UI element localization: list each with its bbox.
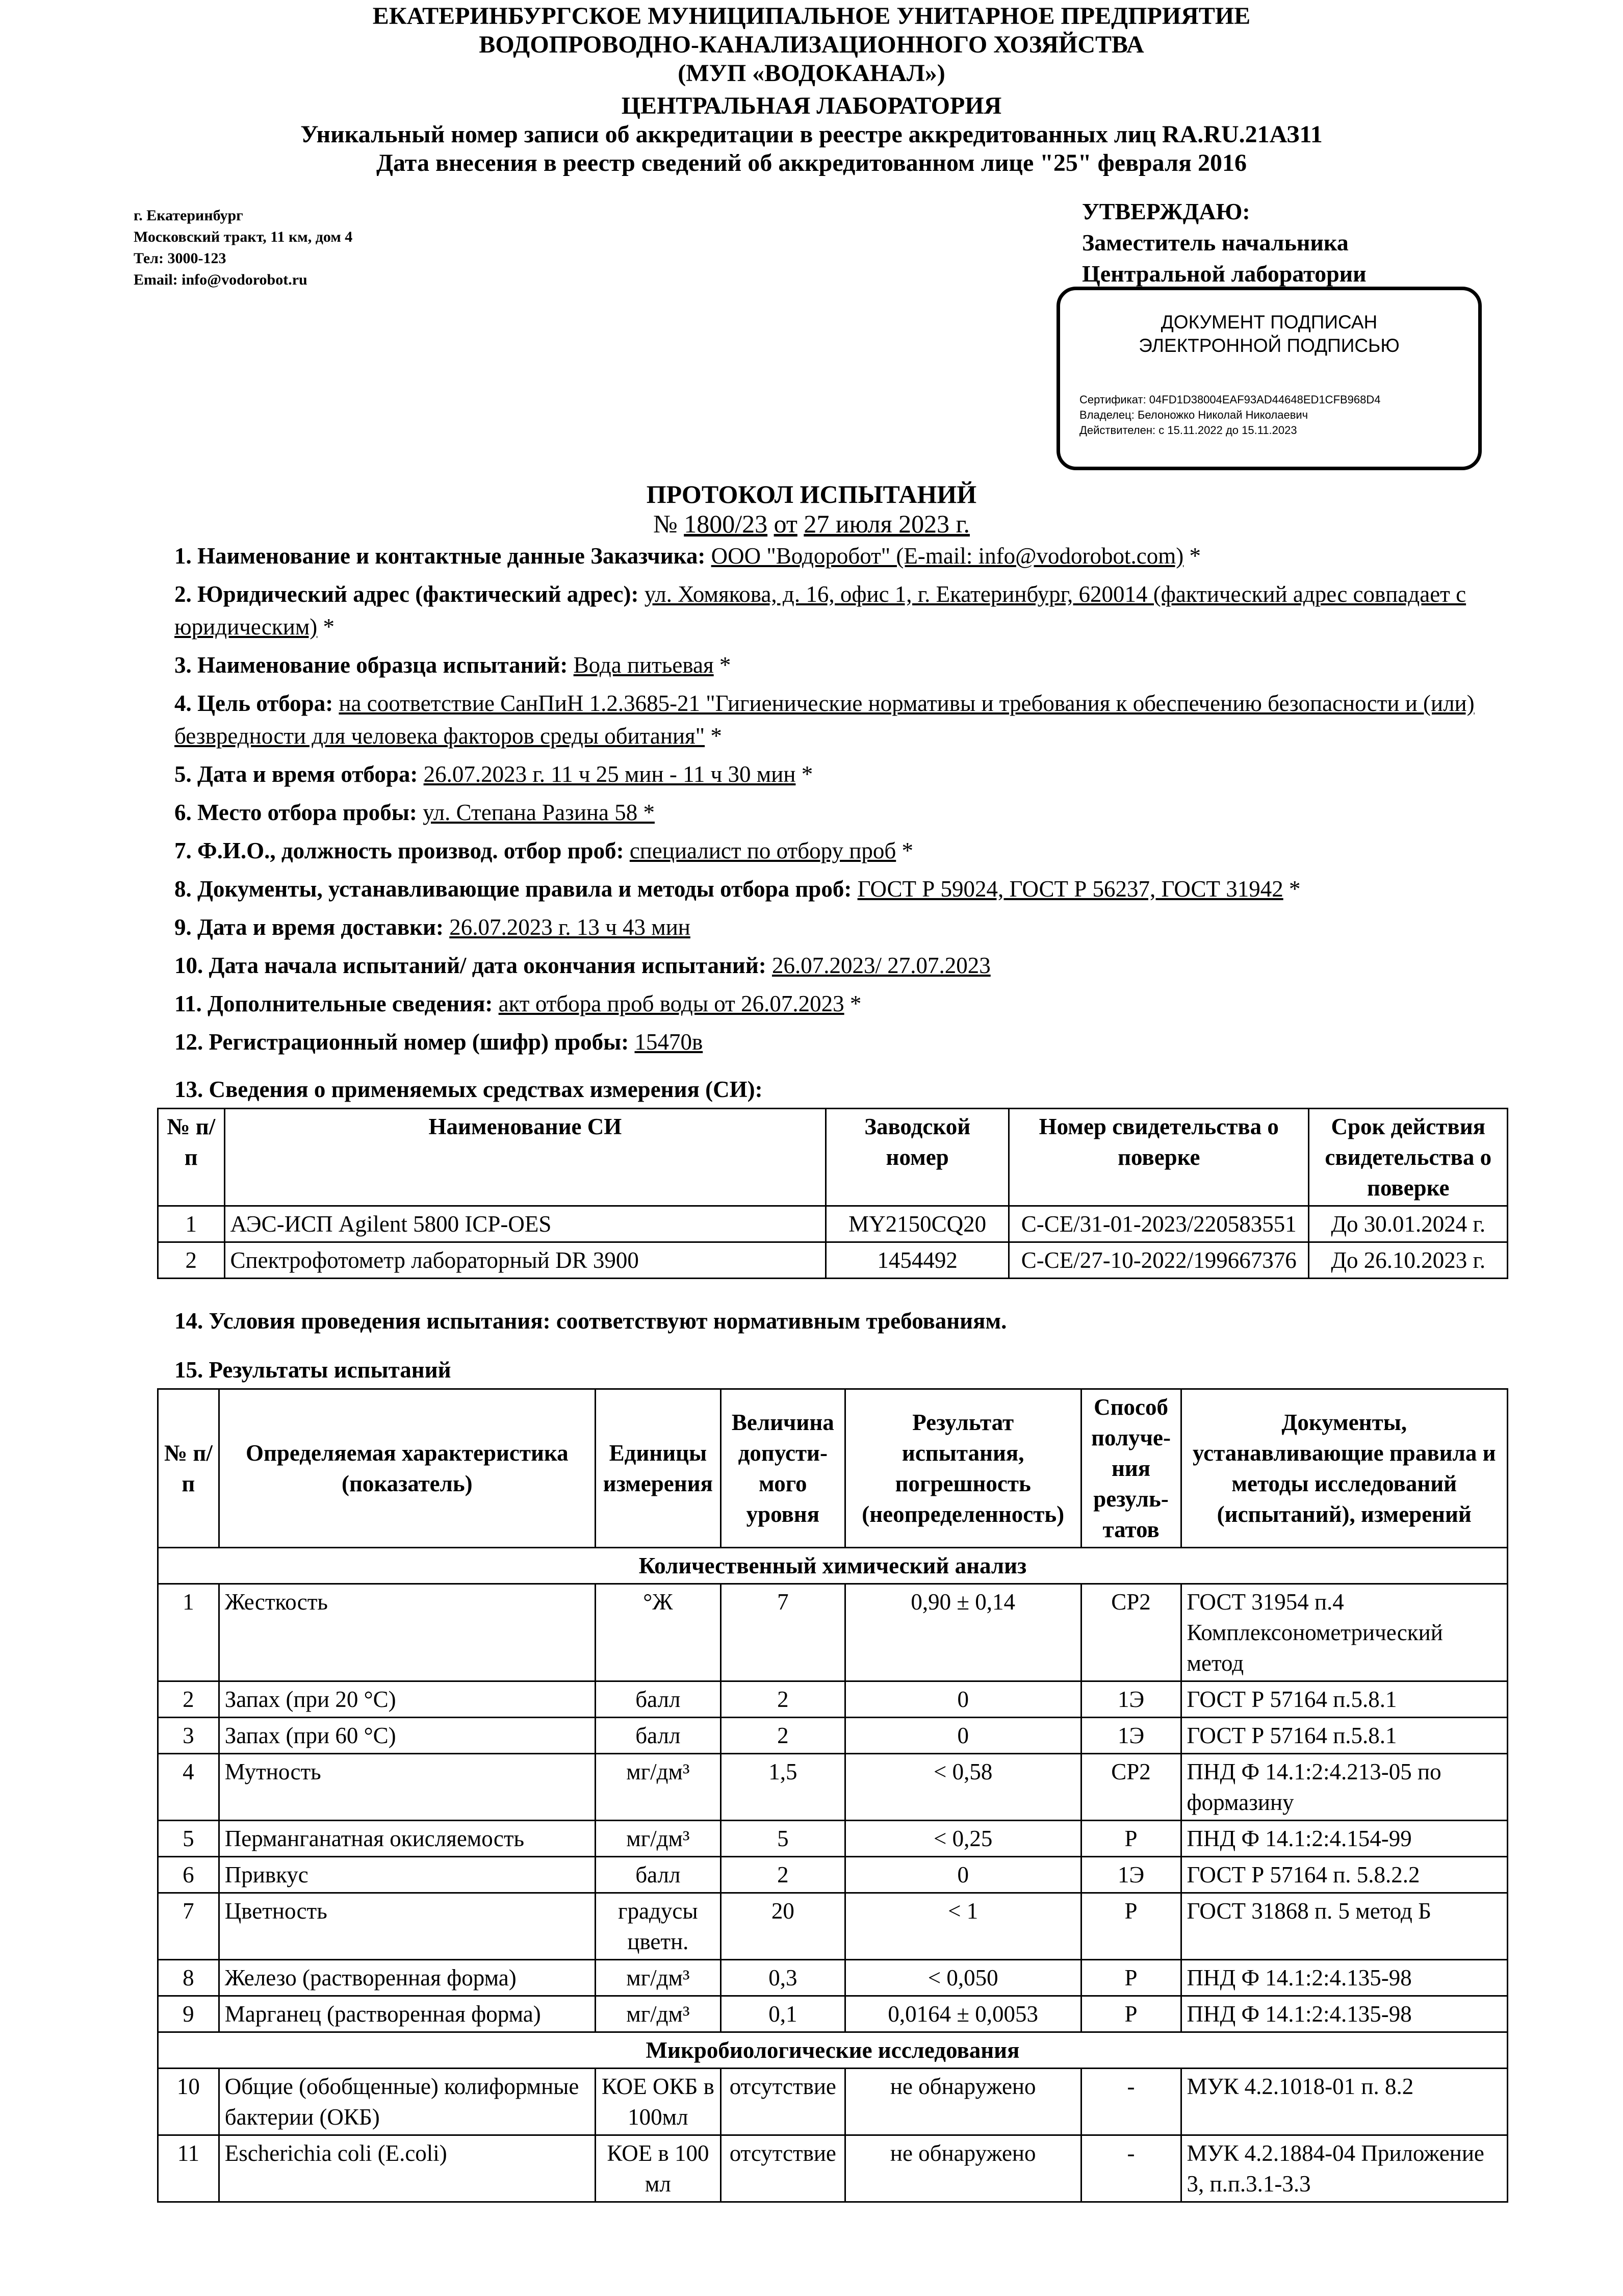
si-section-title: 13. Сведения о применяемых средствах измерения (СИ): — [174, 1077, 763, 1102]
org-name-line1: ЕКАТЕРИНБУРГСКОЕ МУНИЦИПАЛЬНОЕ УНИТАРНОЕ ПРЕДПРИЯТИЕ — [372, 3, 1251, 30]
results-col-documents: Документы, устанавливающие правила и методы исследований (испытаний), измерений — [1181, 1389, 1508, 1548]
results-col-result: Результат испытания, погрешность (неопределенность) — [845, 1389, 1081, 1548]
table-row: 11 Escherichia coli (E.coli) КОЕ в 100 мл отсутствие не обнаружено - МУК 4.2.1884-04 Приложение 3, п.п.3.1-3.3 — [158, 2135, 1508, 2202]
test-conditions: 14. Условия проведения испытания: соответствуют нормативным требованиям. — [174, 1308, 1007, 1334]
electronic-signature-stamp — [1057, 287, 1482, 470]
si-table-header — [158, 1109, 1508, 1206]
si-col-serial: Заводской номер — [826, 1109, 1009, 1206]
accreditation-date: Дата внесения в реестр сведений об аккредитованном лице "25" февраля 2016 — [376, 149, 1247, 176]
protocol-items — [174, 540, 1510, 1064]
protocol-number-line — [0, 509, 1623, 539]
protocol-number: 1800/23 — [684, 509, 768, 538]
accreditation-number: Уникальный номер записи об аккредитации в реестре аккредитованных лиц RA.RU.21АЗ11 — [300, 121, 1323, 148]
approval-block — [1082, 196, 1367, 289]
stamp-owner: Владелец: Белоножко Николай Николаевич — [1079, 409, 1308, 421]
results-table — [157, 1388, 1508, 2203]
item-legal-address: 2. Юридический адрес (фактический адрес): ул. Хомякова, д. 16, офис 1, г. Екатеринбург, 620014 (фактический адрес совпадает с юридическим) * — [174, 581, 1466, 640]
item-registration-number: 12. Регистрационный номер (шифр) пробы: 15470в — [174, 1029, 703, 1055]
stamp-title-line2: ЭЛЕКТРОННОЙ ПОДПИСЬЮ — [1139, 335, 1400, 356]
table-row: 9 Марганец (растворенная форма) мг/дм³ 0,1 0,0164 ± 0,0053 Р ПНД Ф 14.1:2:4.135-98 — [158, 1996, 1508, 2032]
lab-name: ЦЕНТРАЛЬНАЯ ЛАБОРАТОРИЯ — [621, 92, 1002, 119]
table-row: 10 Общие (обобщенные) колиформные бактерии (ОКБ) КОЕ ОКБ в 100мл отсутствие не обнаружено - МУК 4.2.1018-01 п. 8.2 — [158, 2069, 1508, 2135]
approval-position: Заместитель начальника — [1082, 229, 1349, 256]
address-city: г. Екатеринбург — [134, 207, 243, 224]
table-row: 7 Цветность градусы цветн. 20 < 1 Р ГОСТ 31868 п. 5 метод Б — [158, 1893, 1508, 1960]
table-row: 5 Перманганатная окисляемость мг/дм³ 5 < 0,25 Р ПНД Ф 14.1:2:4.154-99 — [158, 1821, 1508, 1857]
item-sampler: 7. Ф.И.О., должность производ. отбор проб: специалист по отбору проб * — [174, 838, 913, 863]
protocol-from: от — [774, 509, 797, 538]
number-sign: № — [653, 509, 678, 538]
item-sample-name: 3. Наименование образца испытаний: Вода питьевая * — [174, 652, 731, 678]
approval-department: Центральной лаборатории — [1082, 261, 1367, 287]
results-group-chemical: Количественный химический анализ — [158, 1548, 1508, 1584]
item-sampling-datetime: 5. Дата и время отбора: 26.07.2023 г. 11 ч 25 мин - 11 ч 30 мин * — [174, 761, 813, 787]
stamp-certificate: Сертификат: 04FD1D38004EAF93AD44648ED1CFB968D4 — [1079, 393, 1381, 406]
protocol-heading — [0, 479, 1623, 539]
item-sampling-documents: 8. Документы, устанавливающие правила и методы отбора проб: ГОСТ Р 59024, ГОСТ Р 56237, ГОСТ 31942 * — [174, 876, 1301, 902]
si-col-validity: Срок действия свидетельства о поверке — [1309, 1109, 1508, 1206]
item-sampling-place: 6. Место отбора пробы: ул. Степана Разина 58 * — [174, 800, 655, 825]
results-col-number: № п/п — [158, 1389, 219, 1548]
lab-address — [134, 205, 352, 291]
results-col-method: Способ получе-ния резуль-татов — [1081, 1389, 1181, 1548]
si-col-certificate: Номер свидетельства о поверке — [1009, 1109, 1309, 1206]
results-col-allowed-level: Величина допусти-мого уровня — [720, 1389, 845, 1548]
item-test-dates: 10. Дата начала испытаний/ дата окончания испытаний: 26.07.2023/ 27.07.2023 — [174, 953, 991, 978]
organization-header — [0, 2, 1623, 177]
table-row: 1 Жесткость °Ж 7 0,90 ± 0,14 СР2 ГОСТ 31954 п.4 Комплексонометрический метод — [158, 1584, 1508, 1681]
si-col-name: Наименование СИ — [224, 1109, 826, 1206]
address-phone: Тел: 3000-123 — [134, 250, 226, 267]
stamp-title-line1: ДОКУМЕНТ ПОДПИСАН — [1161, 312, 1378, 333]
table-row: 2 Спектрофотометр лабораторный DR 3900 1454492 С-СЕ/27-10-2022/199667376 До 26.10.2023 г. — [158, 1242, 1508, 1279]
results-col-units: Единицы измерения — [595, 1389, 720, 1548]
item-additional-info: 11. Дополнительные сведения: акт отбора проб воды от 26.07.2023 * — [174, 991, 862, 1016]
table-row: 2 Запах (при 20 °С) балл 2 0 1Э ГОСТ Р 57164 п.5.8.1 — [158, 1681, 1508, 1718]
item-delivery-datetime: 9. Дата и время доставки: 26.07.2023 г. 13 ч 43 мин — [174, 914, 690, 940]
results-table-header — [158, 1389, 1508, 1548]
protocol-date: 27 июля 2023 г. — [804, 509, 970, 538]
table-row: 1 АЭС-ИСП Agilent 5800 ICP-OES MY2150CQ20 С-СЕ/31-01-2023/220583551 До 30.01.2024 г. — [158, 1206, 1508, 1242]
table-row: 6 Привкус балл 2 0 1Э ГОСТ Р 57164 п. 5.8.2.2 — [158, 1857, 1508, 1893]
item-sampling-purpose: 4. Цель отбора: на соответствие СанПиН 1.2.3685-21 "Гигиенические нормативы и требования к обеспечению безопасности и (или) безвредности для человека факторов среды обитания" * — [174, 691, 1475, 749]
results-col-characteristic: Определяемая характеристика (показатель) — [219, 1389, 595, 1548]
item-customer: 1. Наименование и контактные данные Заказчика: ООО "Водоробот" (E-mail: info@vodorobot.com) * — [174, 543, 1201, 569]
org-name-line2: ВОДОПРОВОДНО-КАНАЛИЗАЦИОННОГО ХОЗЯЙСТВА — [479, 31, 1144, 58]
address-street: Московский тракт, 11 км, дом 4 — [134, 228, 353, 245]
si-table — [157, 1108, 1508, 1279]
table-row: 4 Мутность мг/дм³ 1,5 < 0,58 СР2 ПНД Ф 14.1:2:4.213-05 по формазину — [158, 1754, 1508, 1821]
address-email: Email: info@vodorobot.ru — [134, 271, 307, 288]
table-row: 3 Запах (при 60 °С) балл 2 0 1Э ГОСТ Р 57164 п.5.8.1 — [158, 1718, 1508, 1754]
org-abbrev: (МУП «ВОДОКАНАЛ») — [678, 60, 945, 87]
table-row: 8 Железо (растворенная форма) мг/дм³ 0,3 < 0,050 Р ПНД Ф 14.1:2:4.135-98 — [158, 1960, 1508, 1996]
si-col-number: № п/п — [158, 1109, 225, 1206]
results-group-microbiological: Микробиологические исследования — [158, 2032, 1508, 2069]
results-section-title: 15. Результаты испытаний — [174, 1357, 451, 1383]
protocol-title: ПРОТОКОЛ ИСПЫТАНИЙ — [646, 480, 977, 508]
stamp-validity: Действителен: с 15.11.2022 до 15.11.2023 — [1079, 424, 1297, 437]
approval-title: УТВЕРЖДАЮ: — [1082, 198, 1250, 224]
